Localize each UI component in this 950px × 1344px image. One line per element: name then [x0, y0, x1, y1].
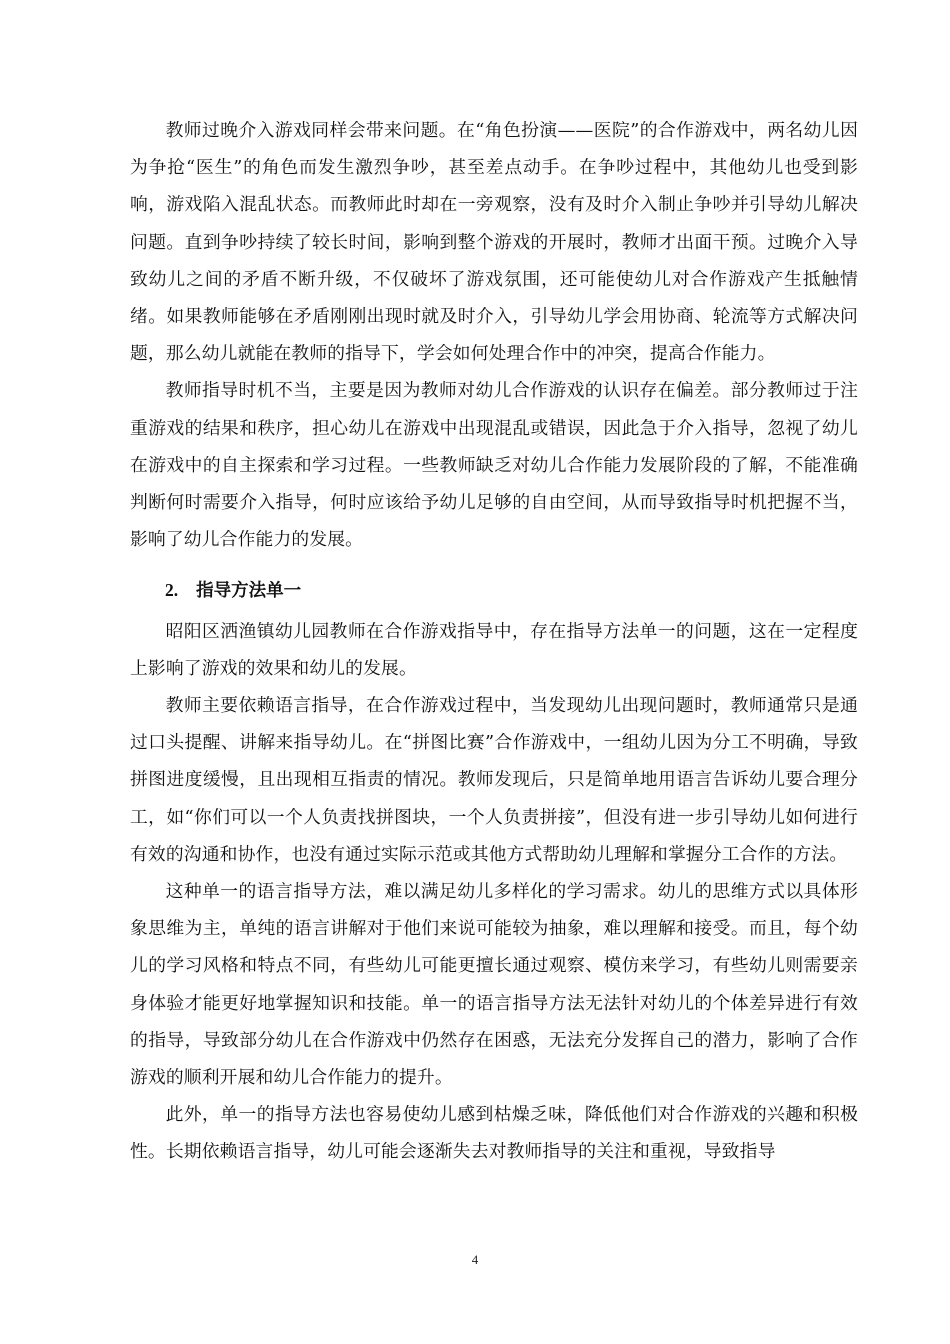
paragraph-verbal-guidance: 教师主要依赖语言指导，在合作游戏过程中，当发现幼儿出现问题时，教师通常只是通过口头提醒、讲解来指导幼儿。在“拼图比赛”合作游戏中，一组幼儿因为分工不明确，导致拼图进度缓慢，且出现相互指责的情况。教师发现后，只是简单地用语言告诉幼儿要合理分工，如“你们可以一个人负责找拼图块，一个人负责拼接”，但没有进一步引导幼儿如何进行有效的沟通和协作，也没有通过实际示范或其他方式帮助幼儿理解和掌握分工合作的方法。 — [130, 695, 858, 865]
section-heading — [130, 558, 858, 612]
page-number: 4 — [471, 1252, 479, 1267]
section-heading-number: 2. — [165, 580, 179, 601]
paragraph-timing-cause: 教师指导时机不当，主要是因为教师对幼儿合作游戏的认识存在偏差。部分教师过于注重游戏的结果和秩序，担心幼儿在游戏中出现混乱或错误，因此急于介入指导，忽视了幼儿在游戏中的自主探索和学习过程。一些教师缺乏对幼儿合作能力发展阶段的了解，不能准确判断何时需要介入指导，何时应该给予幼儿足够的自由空间，从而导致指导时机把握不当，影响了幼儿合作能力的发展。 — [130, 380, 858, 551]
paragraph-late-intervention: 教师过晚介入游戏同样会带来问题。在“角色扮演——医院”的合作游戏中，两名幼儿因为争抢“医生”的角色而发生激烈争吵，甚至差点动手。在争吵过程中，其他幼儿也受到影响，游戏陷入混乱状态。而教师此时却在一旁观察，没有及时介入制止争吵并引导幼儿解决问题。直到争吵持续了较长时间，影响到整个游戏的开展时，教师才出面干预。过晚介入导致幼儿之间的矛盾不断升级，不仅破坏了游戏氛围，还可能使幼儿对合作游戏产生抵触情绪。如果教师能够在矛盾刚刚出现时就及时介入，引导幼儿学会用协商、轮流等方式解决问题，那么幼儿就能在教师的指导下，学会如何处理合作中的冲突，提高合作能力。 — [130, 120, 858, 365]
document-body — [130, 112, 858, 1171]
paragraph-boredom: 此外，单一的指导方法也容易使幼儿感到枯燥乏味，降低他们对合作游戏的兴趣和积极性。长期依赖语言指导，幼儿可能会逐渐失去对教师指导的关注和重视，导致指导 — [130, 1104, 858, 1163]
paragraph-learning-needs: 这种单一的语言指导方法，难以满足幼儿多样化的学习需求。幼儿的思维方式以具体形象思维为主，单纯的语言讲解对于他们来说可能较为抽象，难以理解和接受。而且，每个幼儿的学习风格和特点不同，有些幼儿可能更擅长通过观察、模仿来学习，有些幼儿则需要亲身体验才能更好地掌握知识和技能。单一的语言指导方法无法针对幼儿的个体差异进行有效的指导，导致部分幼儿在合作游戏中仍然存在困惑，无法充分发挥自己的潜力，影响了合作游戏的顺利开展和幼儿合作能力的提升。 — [130, 881, 858, 1089]
paragraph-single-method-intro: 昭阳区洒渔镇幼儿园教师在合作游戏指导中，存在指导方法单一的问题，这在一定程度上影响了游戏的效果和幼儿的发展。 — [130, 620, 858, 679]
section-heading-title: 指导方法单一 — [196, 581, 302, 602]
